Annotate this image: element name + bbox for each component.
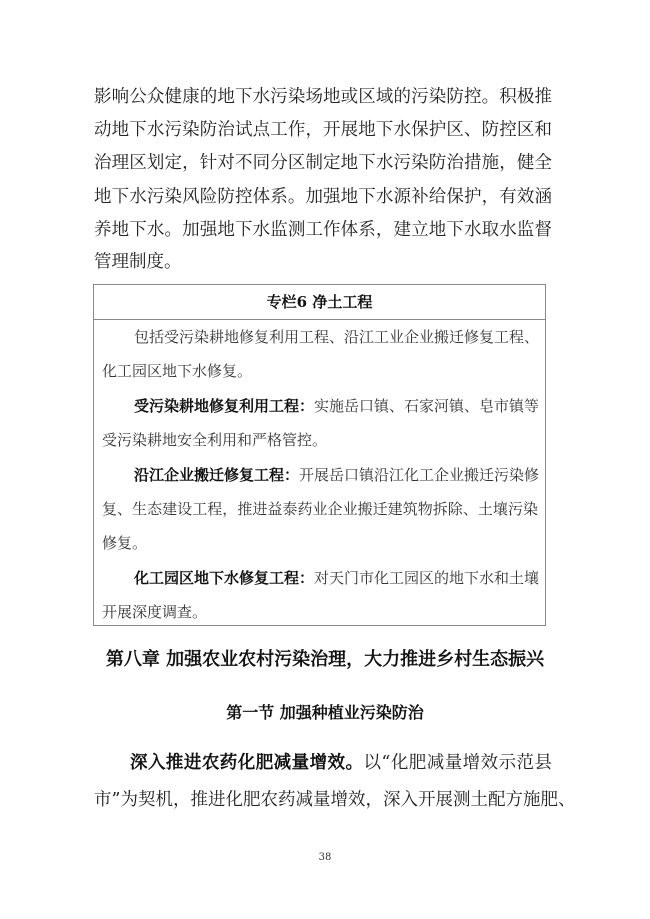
paragraph-line [130, 751, 552, 775]
box-line: 复、生态建设工程，推进益泰药业企业搬迁建筑物拆除、土壤污染 [102, 500, 538, 518]
sidebar-box-soil-project [93, 284, 546, 626]
box-item [134, 568, 538, 588]
box-line: 受污染耕地安全利用和严格管控。 [102, 431, 328, 449]
box-item [134, 465, 538, 485]
section-title: 第一节 加强种植业污染防治 [226, 703, 424, 722]
item-text: 对天门市化工园区的地下水和土壤 [314, 569, 540, 587]
box-line: 化工园区地下水修复。 [102, 362, 253, 380]
box-title: 专栏6 净土工程 [94, 285, 545, 320]
text-line: 治理区划定，针对不同分区制定地下水污染防治措施，健全 [94, 153, 552, 173]
item-label: 受污染耕地修复利用工程： [134, 397, 315, 415]
text-line: 地下水污染风险防控体系。加强地下水源补给保护，有效涵 [94, 187, 552, 207]
page-number: 38 [318, 852, 332, 863]
chapter-title: 第八章 加强农业农村污染治理，大力推进乡村生态振兴 [105, 649, 545, 670]
item-text: 开展岳口镇沿江化工企业搬迁污染修 [299, 466, 540, 484]
text-line: 养地下水。加强地下水监测工作体系，建立地下水取水监督 [94, 220, 552, 240]
paragraph-text: 以“化肥减量增效示范县 [363, 753, 553, 773]
item-label: 沿江企业搬迁修复工程： [134, 466, 300, 484]
item-text: 实施岳口镇、石家河镇、皂市镇等 [314, 397, 540, 415]
text-line: 动地下水污染防治试点工作，开展地下水保护区、防控区和 [94, 120, 552, 140]
box-item [134, 396, 538, 416]
box-line: 开展深度调查。 [102, 603, 208, 621]
text-line: 影响公众健康的地下水污染场地或区域的污染防控。积极推 [94, 87, 552, 107]
box-line: 修复。 [102, 534, 148, 552]
box-line: 包括受污染耕地修复利用工程、沿江工业企业搬迁修复工程、 [134, 328, 540, 346]
paragraph-lead: 深入推进农药化肥减量增效。 [130, 753, 364, 773]
text-line-last: 管理制度。 [94, 252, 182, 272]
item-label: 化工园区地下水修复工程： [134, 569, 315, 587]
paragraph-line: 市”为契机，推进化肥农药减量增效，深入开展测土配方施肥、 [94, 790, 576, 810]
